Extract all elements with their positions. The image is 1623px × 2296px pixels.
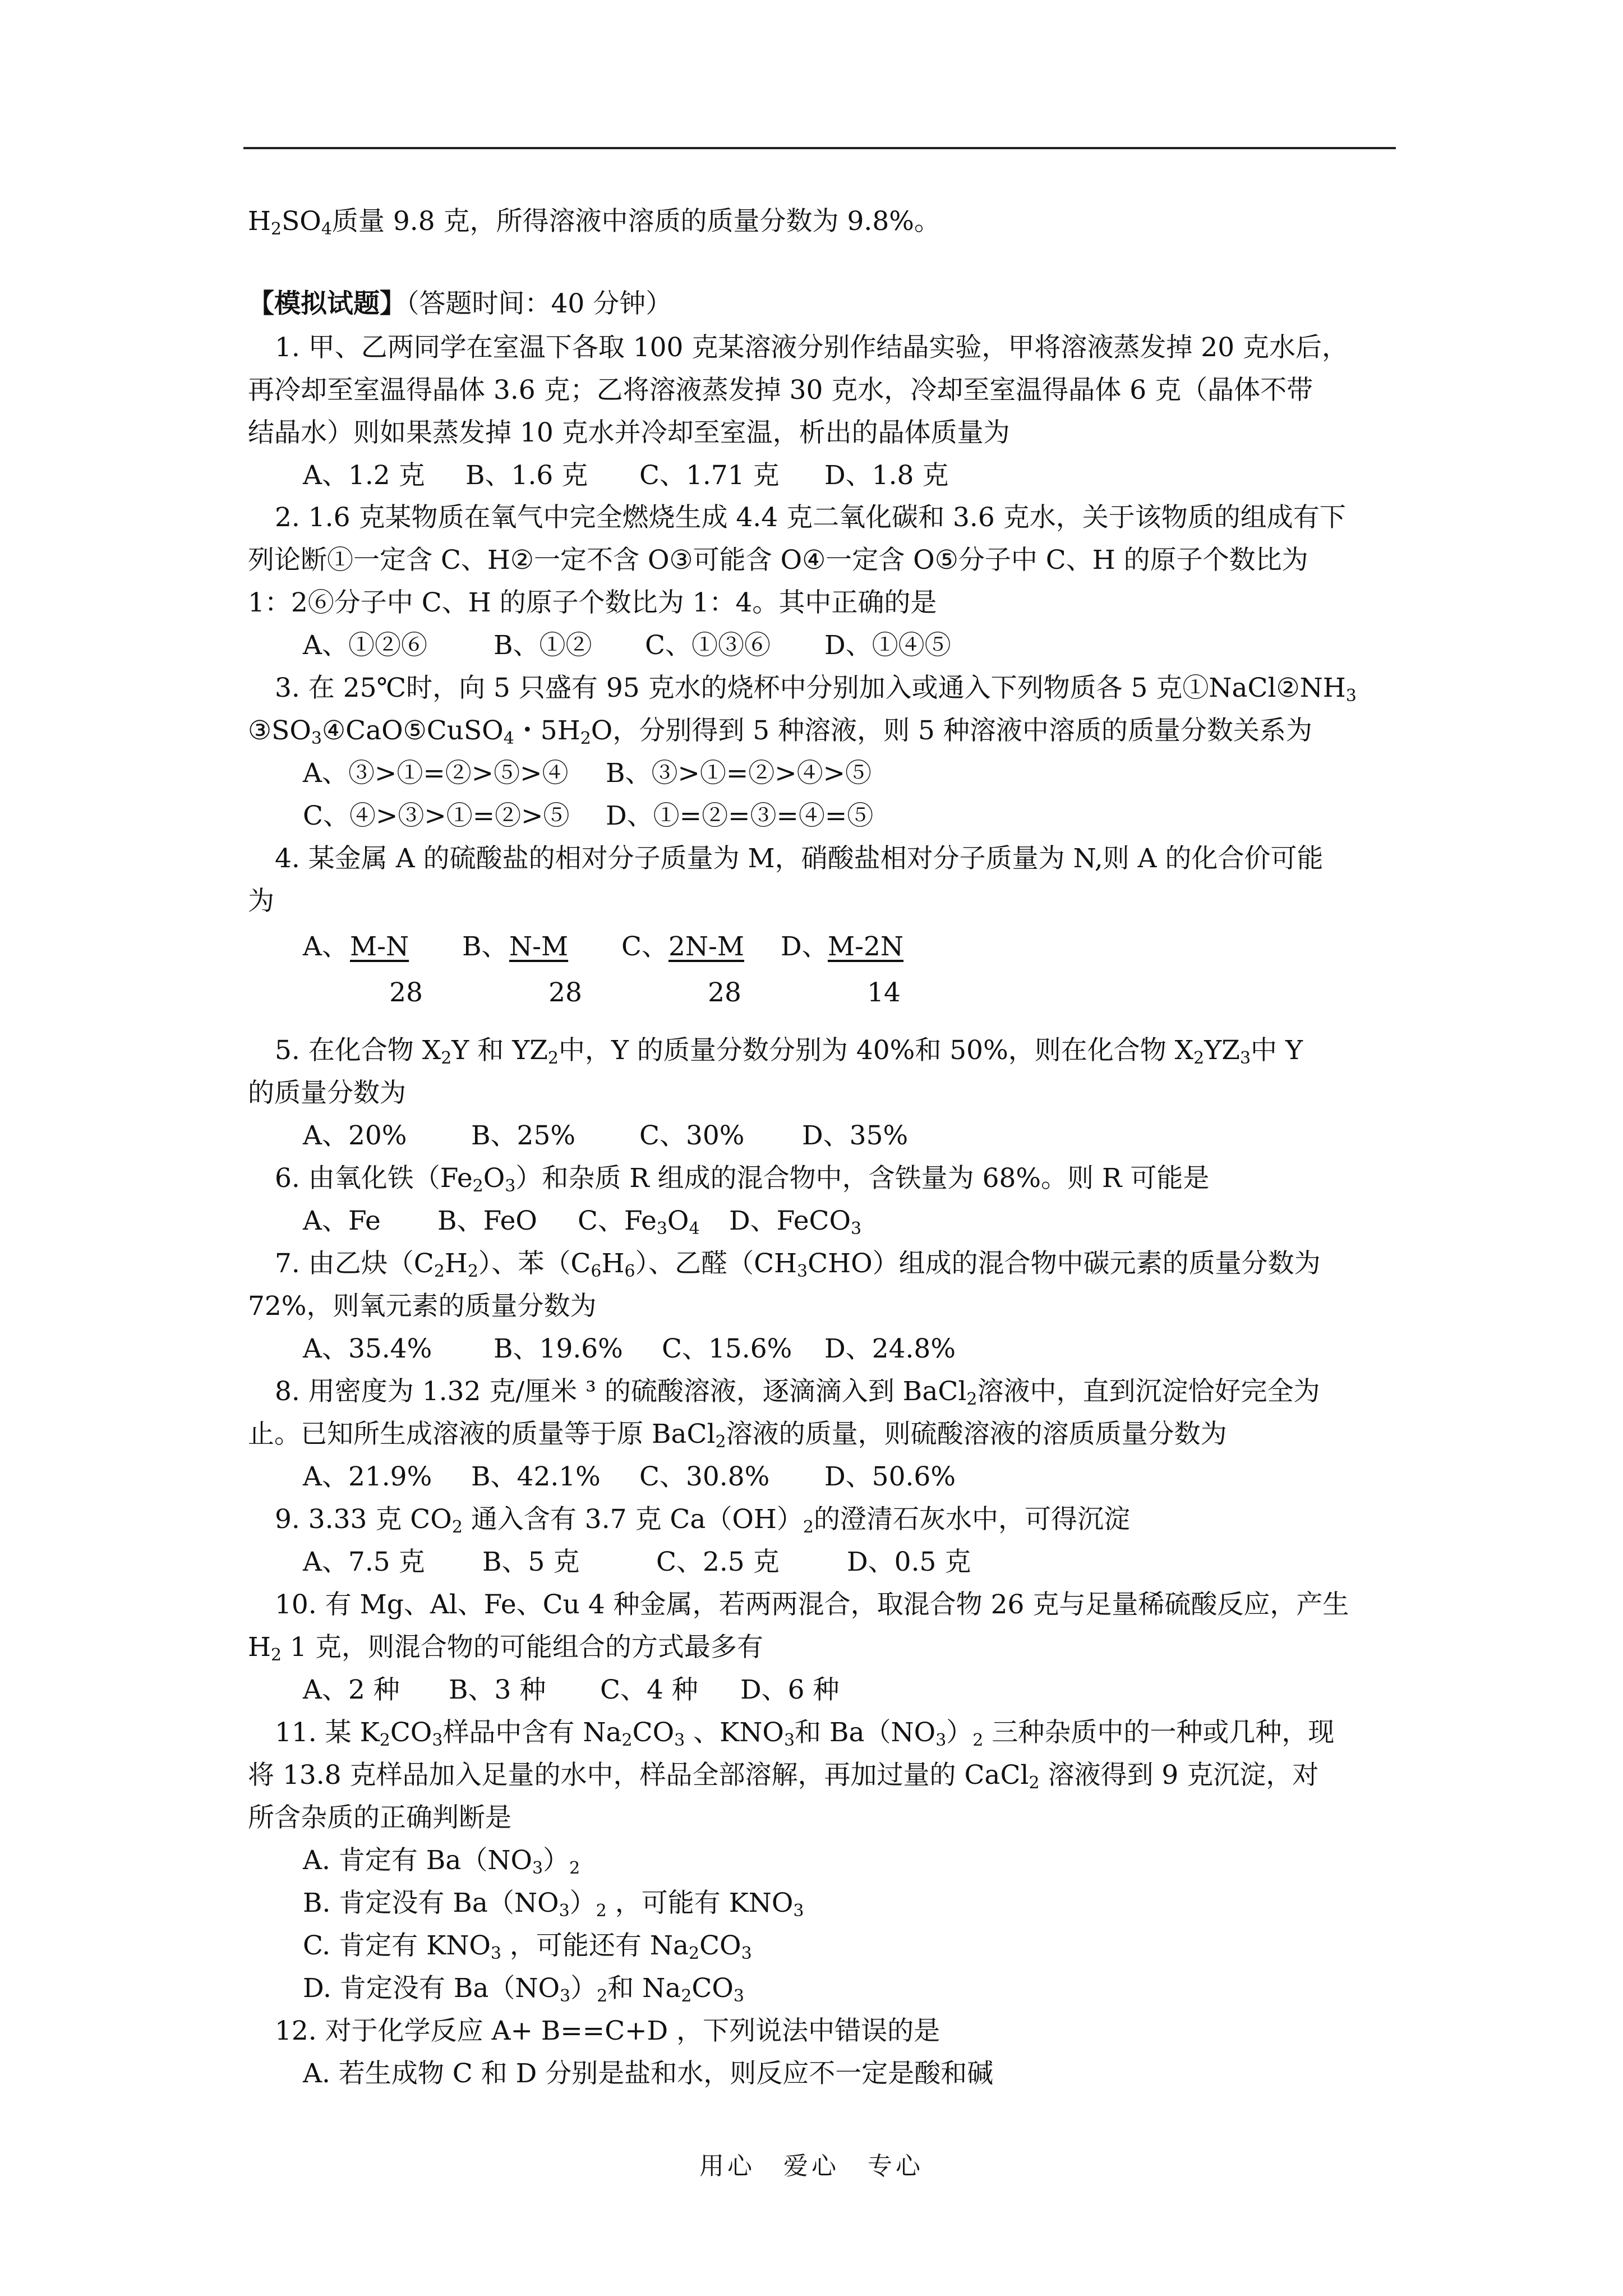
- q11-line2: 将 13.8 克样品加入足量的水中，样品全部溶解，再加过量的 CaCl$_2$ 溶液得到 9 克沉淀，对: [248, 1760, 1319, 1793]
- q5-option-d: D、35%: [802, 1120, 909, 1151]
- page-footer: 用心 爱心 专心: [699, 2152, 924, 2180]
- q3-line1: 3. 在 25℃时，向 5 只盛有 95 克水的烧杯中分别加入或通入下列物质各 5 克$①NaCl②NH_3$: [275, 673, 1357, 706]
- q8-line1: 8. 用密度为 1.32 克/厘米 ³ 的硫酸溶液，逐滴滴入到 BaCl$_2$溶液中，直到沉淀恰好完全为: [275, 1376, 1320, 1409]
- q11-line3: 所含杂质的正确判断是: [248, 1802, 511, 1833]
- q10-line1: 10. 有 Mg、Al、Fe、Cu 4 种金属，若两两混合，取混合物 26 克与足量稀硫酸反应，产生: [275, 1589, 1349, 1620]
- q6-option-a: A、Fe: [303, 1205, 381, 1236]
- q1-option-d: D、1.8 克: [824, 460, 949, 491]
- q11-option-d: D. 肯定没有 $Ba(NO_3)_2$和 $Na_2CO_3$: [303, 1973, 745, 2006]
- q4-option-c-label: C、: [621, 931, 668, 962]
- q3-options-row1: [303, 757, 872, 790]
- q8-option-c: C、30.8%: [639, 1461, 770, 1492]
- q4-options-numerators: [303, 930, 903, 964]
- header-rule: [243, 147, 1396, 149]
- q6-options: [303, 1204, 861, 1238]
- q10-line2: $H_2$ 1 克，则混合物的可能组合的方式最多有: [248, 1632, 763, 1665]
- q7-line2: 72%，则氧元素的质量分数为: [248, 1291, 597, 1322]
- q1-line2: 再冷却至室温得晶体 3.6 克；乙将溶液蒸发掉 30 克水，冷却至室温得晶体 6 克（晶体不带: [248, 375, 1313, 406]
- q3-option-a: A、③>①=②>⑤>④: [303, 758, 569, 789]
- q4-options-denominators: [303, 976, 940, 1010]
- q8-line2: 止。已知所生成溶液的质量等于原 BaCl$_2$溶液的质量，则硫酸溶液的溶质质量分数为: [248, 1419, 1227, 1452]
- q8-option-b: B、42.1%: [471, 1461, 601, 1492]
- q5-line1: 5. 在化合物 $X_2Y$ 和 $YZ_2$中，Y 的质量分数分别为 40%和 50%，则在化合物 $X_2YZ_3$中 Y: [275, 1035, 1303, 1068]
- q2-option-a: A、①②⑥: [303, 630, 427, 661]
- q6-option-b: B、FeO: [437, 1205, 537, 1236]
- q8-options: [303, 1460, 956, 1494]
- q2-option-d: D、①④⑤: [824, 630, 951, 661]
- q6-option-d: D、FeCO$_3$: [729, 1205, 862, 1239]
- q10-option-c: C、4 种: [600, 1674, 698, 1705]
- q8-option-a: A、21.9%: [303, 1461, 432, 1492]
- q4-option-d-numerator: M-2N: [828, 931, 904, 962]
- q11-option-b: B. 肯定没有 $Ba(NO_3)_2$ ，可能有 $KNO_3$: [303, 1888, 804, 1921]
- q3-line2: $③SO_3④CaO⑤CuSO_4$・$5H_2O$，分别得到 5 种溶液，则 5 种溶液中溶质的质量分数关系为: [248, 715, 1312, 748]
- q2-line2: 列论断①一定含 C、H②一定不含 O③可能含 O④一定含 O⑤分子中 C、H 的原子个数比为: [248, 545, 1308, 576]
- q5-line2: 的质量分数为: [248, 1078, 406, 1108]
- q4-option-c-numerator: 2N-M: [668, 931, 745, 962]
- q1-options: [303, 459, 948, 493]
- q4-line2: 为: [248, 886, 274, 917]
- q4-option-b-denominator: 28: [548, 977, 582, 1008]
- intro-line: $H_2SO_4$质量 9.8 克，所得溶液中溶质的质量分数为 9.8%。: [248, 206, 940, 239]
- q1-line3: 结晶水）则如果蒸发掉 10 克水并冷却至室温，析出的晶体质量为: [248, 417, 1010, 448]
- q4-option-d-label: D、: [781, 931, 828, 962]
- q4-line1: 4. 某金属 A 的硫酸盐的相对分子质量为 M，硝酸盐相对分子质量为 N,则 A 的化合价可能: [275, 843, 1324, 874]
- q9-line1: 9. 3.33 克 $CO_2$ 通入含有 3.7 克 $Ca(OH)_2$的澄清石灰水中，可得沉淀: [275, 1504, 1131, 1537]
- q5-option-a: A、20%: [303, 1120, 407, 1151]
- q3-option-d: D、①=②=③=④=⑤: [606, 800, 874, 831]
- q11-line1: 11. 某 $K_2CO_3$样品中含有 $Na_2CO_3$ 、$KNO_3$和 $Ba(NO_3)_2$ 三种杂质中的一种或几种，现: [275, 1717, 1335, 1750]
- q8-option-d: D、50.6%: [824, 1461, 956, 1492]
- q11-option-c: C. 肯定有 $KNO_3$ ，可能还有 $Na_2CO_3$: [303, 1930, 752, 1963]
- q2-option-b: B、①②: [494, 630, 592, 661]
- q7-option-a: A、35.4%: [303, 1333, 432, 1364]
- q10-options: [303, 1673, 840, 1707]
- q1-line1: 1. 甲、乙两同学在室温下各取 100 克某溶液分别作结晶实验，甲将溶液蒸发掉 20 克水后，: [275, 332, 1349, 363]
- q2-line3: 1：2⑥分子中 C、H 的原子个数比为 1：4。其中正确的是: [248, 587, 937, 618]
- q7-line1: 7. 由乙炔$(C_2H_2)$、苯$(C_6H_6)$、乙醛$(CH_3CHO)$组成的混合物中碳元素的质量分数为: [275, 1248, 1321, 1281]
- q6-line1: 6. 由氧化铁$(Fe_2O_3)$和杂质 R 组成的混合物中，含铁量为 68%。则 R 可能是: [275, 1163, 1210, 1196]
- q9-option-a: A、7.5 克: [303, 1547, 425, 1577]
- q4-option-a-label: A、: [303, 931, 348, 962]
- q7-option-b: B、19.6%: [494, 1333, 623, 1364]
- q7-option-c: C、15.6%: [662, 1333, 792, 1364]
- q2-options: [303, 629, 951, 662]
- q2-line1: 2. 1.6 克某物质在氧气中完全燃烧生成 4.4 克二氧化碳和 3.6 克水，关于该物质的组成有下: [275, 502, 1346, 533]
- q9-option-b: B、5 克: [482, 1547, 580, 1577]
- q9-options: [303, 1545, 971, 1579]
- q7-option-d: D、24.8%: [824, 1333, 956, 1364]
- q1-option-a: A、1.2 克: [303, 460, 425, 491]
- q3-option-b: B、③>①=②>④>⑤: [606, 758, 872, 789]
- q2-option-c: C、①③⑥: [645, 630, 771, 661]
- q5-option-b: B、25%: [471, 1120, 576, 1151]
- q12-option-a: A. 若生成物 C 和 D 分别是盐和水，则反应不一定是酸和碱: [303, 2058, 994, 2089]
- q10-option-d: D、6 种: [740, 1674, 840, 1705]
- q9-option-c: C、2.5 克: [656, 1547, 780, 1577]
- q4-option-d-denominator: 14: [867, 977, 901, 1008]
- q12-line1: 12. 对于化学反应 A+ B==C+D ，下列说法中错误的是: [275, 2016, 940, 2046]
- q10-option-a: A、2 种: [303, 1674, 400, 1705]
- q1-option-b: B、1.6 克: [465, 460, 588, 491]
- q10-option-b: B、3 种: [449, 1674, 546, 1705]
- q4-option-a-denominator: 28: [389, 977, 423, 1008]
- q6-option-c: C、$Fe_3O_4$: [578, 1205, 700, 1239]
- q11-option-a: A. 肯定有 $Ba(NO_3)_2$: [303, 1845, 580, 1878]
- q3-option-c: C、④>③>①=②>⑤: [303, 800, 570, 831]
- q4-option-a-numerator: M-N: [350, 931, 409, 962]
- q9-option-d: D、0.5 克: [847, 1547, 971, 1577]
- q4-option-c-denominator: 28: [708, 977, 741, 1008]
- section-heading: 【模拟试题】（答题时间：40 分钟）: [248, 288, 672, 319]
- q4-option-b-label: B、: [462, 931, 508, 962]
- q5-options: [303, 1119, 908, 1153]
- q4-option-b-numerator: N-M: [509, 931, 569, 962]
- q7-options: [303, 1332, 956, 1366]
- q5-option-c: C、30%: [639, 1120, 745, 1151]
- q1-option-c: C、1.71 克: [639, 460, 780, 491]
- q3-options-row2: [303, 799, 873, 833]
